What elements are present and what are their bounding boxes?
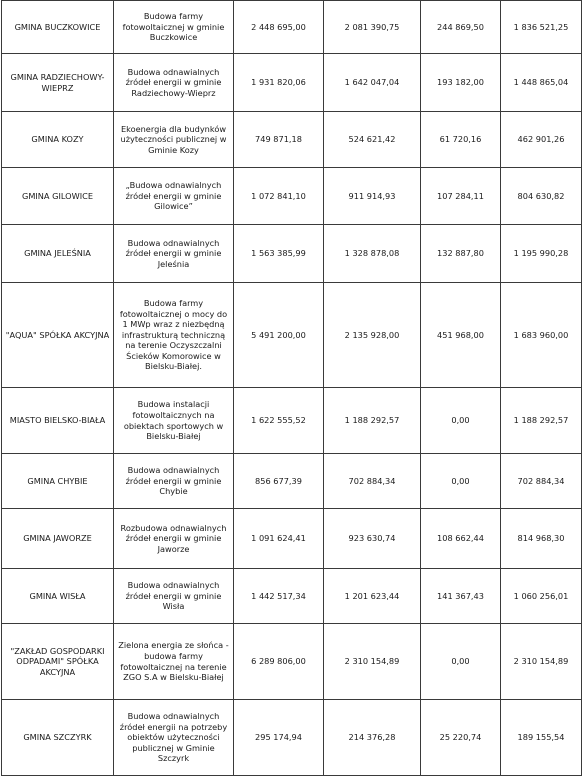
project-cell: Rozbudowa odnawialnych źródeł energii w gminie Jaworze [114,509,234,569]
own-contribution-cell: 25 220,74 [421,700,501,776]
total-cost-cell: 6 289 806,00 [234,624,324,700]
total-cost-cell: 856 677,39 [234,454,324,509]
own-contribution-cell: 141 367,43 [421,569,501,624]
table-row [2,54,582,112]
beneficiary-cell: GMINA BUCZKOWICE [2,1,114,54]
beneficiary-cell: MIASTO BIELSKO-BIAŁA [2,388,114,454]
eligible-cost-cell: 923 630,74 [324,509,421,569]
own-contribution-cell: 132 887,80 [421,225,501,283]
table-row [2,509,582,569]
projects-table [1,0,582,776]
eligible-cost-cell: 911 914,93 [324,168,421,225]
total-cost-cell: 1 931 820,06 [234,54,324,112]
total-cost-cell: 1 622 555,52 [234,388,324,454]
grant-cell: 1 448 865,04 [501,54,582,112]
project-cell: Budowa farmy fotowoltaicznej o mocy do 1 MWp wraz z niezbędną infrastrukturą techniczną na terenie Oczyszczalni Ścieków Komorowice w Bielsku-Białej. [114,283,234,388]
grant-cell: 804 630,82 [501,168,582,225]
beneficiary-cell: "AQUA" SPÓŁKA AKCYJNA [2,283,114,388]
grant-cell: 1 188 292,57 [501,388,582,454]
project-cell: Ekoenergia dla budynków użyteczności publicznej w Gminie Kozy [114,112,234,168]
grant-cell: 1 683 960,00 [501,283,582,388]
grant-cell: 189 155,54 [501,700,582,776]
beneficiary-cell: GMINA GILOWICE [2,168,114,225]
eligible-cost-cell: 214 376,28 [324,700,421,776]
grant-cell: 814 968,30 [501,509,582,569]
own-contribution-cell: 244 869,50 [421,1,501,54]
table-body [2,1,582,776]
eligible-cost-cell: 2 310 154,89 [324,624,421,700]
project-cell: Budowa odnawialnych źródeł energii w gminie Chybie [114,454,234,509]
eligible-cost-cell: 2 081 390,75 [324,1,421,54]
project-cell: Budowa farmy fotowoltaicznej w gminie Buczkowice [114,1,234,54]
table-row [2,283,582,388]
own-contribution-cell: 0,00 [421,454,501,509]
total-cost-cell: 1 072 841,10 [234,168,324,225]
grant-cell: 1 195 990,28 [501,225,582,283]
eligible-cost-cell: 1 328 878,08 [324,225,421,283]
table-row [2,1,582,54]
table-row [2,112,582,168]
grant-cell: 1 060 256,01 [501,569,582,624]
eligible-cost-cell: 702 884,34 [324,454,421,509]
project-cell: Budowa odnawialnych źródeł energii na potrzeby obiektów użyteczności publicznej w Gminie Szczyrk [114,700,234,776]
beneficiary-cell: GMINA SZCZYRK [2,700,114,776]
own-contribution-cell: 0,00 [421,388,501,454]
table-row [2,388,582,454]
eligible-cost-cell: 1 201 623,44 [324,569,421,624]
beneficiary-cell: GMINA CHYBIE [2,454,114,509]
beneficiary-cell: GMINA KOZY [2,112,114,168]
total-cost-cell: 1 563 385,99 [234,225,324,283]
own-contribution-cell: 0,00 [421,624,501,700]
grant-cell: 462 901,26 [501,112,582,168]
own-contribution-cell: 451 968,00 [421,283,501,388]
table-row [2,700,582,776]
beneficiary-cell: GMINA JAWORZE [2,509,114,569]
own-contribution-cell: 193 182,00 [421,54,501,112]
project-cell: Zielona energia ze słońca - budowa farmy fotowoltaicznej na terenie ZGO S.A w Bielsku-Białej [114,624,234,700]
table-row [2,225,582,283]
own-contribution-cell: 108 662,44 [421,509,501,569]
own-contribution-cell: 61 720,16 [421,112,501,168]
beneficiary-cell: GMINA WISŁA [2,569,114,624]
own-contribution-cell: 107 284,11 [421,168,501,225]
total-cost-cell: 2 448 695,00 [234,1,324,54]
grant-cell: 1 836 521,25 [501,1,582,54]
total-cost-cell: 295 174,94 [234,700,324,776]
total-cost-cell: 1 442 517,34 [234,569,324,624]
project-cell: Budowa odnawialnych źródeł energii w gminie Radziechowy-Wieprz [114,54,234,112]
table-row [2,624,582,700]
grant-cell: 702 884,34 [501,454,582,509]
eligible-cost-cell: 1 642 047,04 [324,54,421,112]
table-row [2,168,582,225]
total-cost-cell: 1 091 624,41 [234,509,324,569]
table-row [2,569,582,624]
total-cost-cell: 749 871,18 [234,112,324,168]
project-cell: Budowa instalacji fotowoltaicznych na obiektach sportowych w Bielsku-Białej [114,388,234,454]
eligible-cost-cell: 524 621,42 [324,112,421,168]
eligible-cost-cell: 2 135 928,00 [324,283,421,388]
grant-cell: 2 310 154,89 [501,624,582,700]
table-row [2,454,582,509]
beneficiary-cell: GMINA JELEŚNIA [2,225,114,283]
beneficiary-cell: "ZAKŁAD GOSPODARKI ODPADAMI" SPÓŁKA AKCYJNA [2,624,114,700]
project-cell: Budowa odnawialnych źródeł energii w gminie Jeleśnia [114,225,234,283]
project-cell: „Budowa odnawialnych źródeł energii w gminie Gilowice” [114,168,234,225]
project-cell: Budowa odnawialnych źródeł energii w gminie Wisła [114,569,234,624]
eligible-cost-cell: 1 188 292,57 [324,388,421,454]
beneficiary-cell: GMINA RADZIECHOWY-WIEPRZ [2,54,114,112]
total-cost-cell: 5 491 200,00 [234,283,324,388]
